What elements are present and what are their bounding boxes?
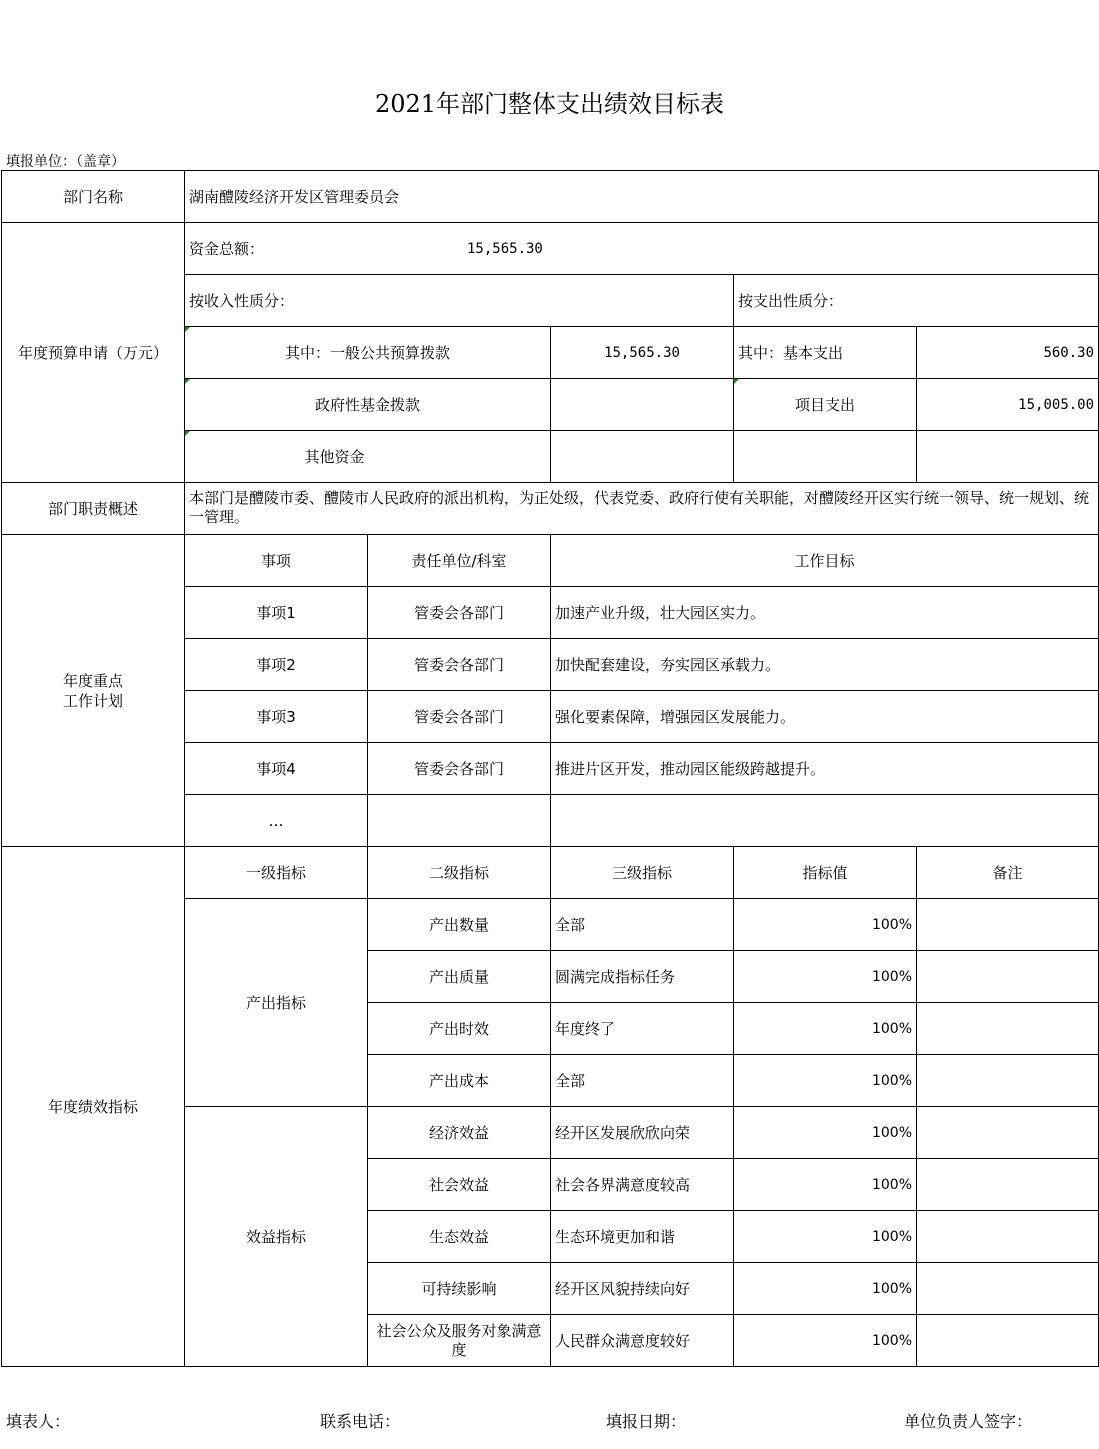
perf-value[interactable]: 100% <box>734 1211 917 1263</box>
expense-nature-label: 按支出性质分： <box>734 275 1099 327</box>
plan-label-line2: 工作计划 <box>62 691 123 710</box>
plan-header-goal: 工作目标 <box>551 535 1099 587</box>
perf-value[interactable]: 100% <box>734 1315 917 1367</box>
perf-value[interactable]: 100% <box>734 899 917 951</box>
plan-header-row <box>2 535 1099 587</box>
perf-note[interactable] <box>917 1003 1099 1055</box>
project-expense-value[interactable]: 15,005.00 <box>917 379 1099 431</box>
plan-goal[interactable]: 加快配套建设，夯实园区承载力。 <box>551 639 1099 691</box>
footer-filler-label: 填表人： <box>6 1412 71 1431</box>
perf-level3[interactable]: 经开区发展欣欣向荣 <box>551 1107 734 1159</box>
other-funds-value[interactable] <box>551 431 734 483</box>
plan-section-label <box>2 535 185 847</box>
plan-unit[interactable] <box>368 795 551 847</box>
plan-unit[interactable]: 管委会各部门 <box>368 743 551 795</box>
other-funds-label: 其他资金 <box>185 431 551 483</box>
plan-item-ellipsis: … <box>185 795 368 847</box>
perf-level2: 社会效益 <box>368 1159 551 1211</box>
perf-level3[interactable]: 人民群众满意度较好 <box>551 1315 734 1367</box>
perf-value[interactable]: 100% <box>734 1055 917 1107</box>
plan-goal[interactable] <box>551 795 1099 847</box>
perf-header-note: 备注 <box>917 847 1099 899</box>
perf-level3[interactable]: 圆满完成指标任务 <box>551 951 734 1003</box>
plan-item: 事项3 <box>185 691 368 743</box>
output-indicator-label: 产出指标 <box>185 899 368 1107</box>
perf-value[interactable]: 100% <box>734 951 917 1003</box>
perf-level2: 产出数量 <box>368 899 551 951</box>
basic-expense-label: 其中：基本支出 <box>734 327 917 379</box>
plan-goal[interactable]: 强化要素保障，增强园区发展能力。 <box>551 691 1099 743</box>
empty-cell <box>917 431 1099 483</box>
duty-row <box>2 483 1099 535</box>
perf-level2: 产出质量 <box>368 951 551 1003</box>
budget-total-label: 资金总额： <box>189 239 265 258</box>
gov-fund-value[interactable] <box>551 379 734 431</box>
plan-unit[interactable]: 管委会各部门 <box>368 691 551 743</box>
duty-text[interactable]: 本部门是醴陵市委、醴陵市人民政府的派出机构，为正处级，代表党委、政府行使有关职能，对醴陵经开区实行统一领导、统一规划、统一管理。 <box>185 483 1099 535</box>
filler-unit-label: 填报单位：（盖章） <box>6 154 125 170</box>
perf-level3[interactable]: 全部 <box>551 1055 734 1107</box>
gov-fund-label: 政府性基金拨款 <box>185 379 551 431</box>
perf-level2: 产出成本 <box>368 1055 551 1107</box>
plan-item: 事项2 <box>185 639 368 691</box>
budget-total-cell[interactable] <box>185 223 1099 275</box>
perf-header-level1: 一级指标 <box>185 847 368 899</box>
plan-label-line1: 年度重点 <box>62 671 123 690</box>
perf-header-value: 指标值 <box>734 847 917 899</box>
project-expense-label: 项目支出 <box>734 379 917 431</box>
footer-phone-label: 联系电话： <box>320 1412 401 1431</box>
plan-header-item: 事项 <box>185 535 368 587</box>
perf-level3[interactable]: 年度终了 <box>551 1003 734 1055</box>
plan-header-unit: 责任单位/科室 <box>368 535 551 587</box>
plan-item: 事项4 <box>185 743 368 795</box>
perf-note[interactable] <box>917 899 1099 951</box>
perf-value[interactable]: 100% <box>734 1107 917 1159</box>
perf-level2: 可持续影响 <box>368 1263 551 1315</box>
plan-goal[interactable]: 推进片区开发，推动园区能级跨越提升。 <box>551 743 1099 795</box>
perf-level3[interactable]: 全部 <box>551 899 734 951</box>
budget-total-row <box>2 223 1099 275</box>
dept-label: 部门名称 <box>2 171 185 223</box>
dept-value[interactable]: 湖南醴陵经济开发区管理委员会 <box>185 171 1099 223</box>
performance-target-table <box>1 170 1099 1367</box>
perf-header-level3: 三级指标 <box>551 847 734 899</box>
perf-section-label: 年度绩效指标 <box>2 847 185 1367</box>
budget-section-label: 年度预算申请（万元） <box>2 223 185 483</box>
perf-level2: 经济效益 <box>368 1107 551 1159</box>
plan-unit[interactable]: 管委会各部门 <box>368 639 551 691</box>
perf-level2: 生态效益 <box>368 1211 551 1263</box>
income-nature-label: 按收入性质分： <box>185 275 734 327</box>
general-public-label: 其中：一般公共预算拨款 <box>185 327 551 379</box>
perf-level2: 社会公众及服务对象满意度 <box>368 1315 551 1367</box>
plan-goal[interactable]: 加速产业升级，壮大园区实力。 <box>551 587 1099 639</box>
budget-total-value: 15,565.30 <box>467 241 543 257</box>
basic-expense-value[interactable]: 560.30 <box>917 327 1099 379</box>
perf-value[interactable]: 100% <box>734 1263 917 1315</box>
footer-signature-label: 单位负责人签字： <box>904 1412 1033 1431</box>
perf-note[interactable] <box>917 1055 1099 1107</box>
footer-date-label: 填报日期： <box>606 1412 687 1431</box>
general-public-value[interactable]: 15,565.30 <box>551 327 734 379</box>
perf-header-level2: 二级指标 <box>368 847 551 899</box>
perf-value[interactable]: 100% <box>734 1003 917 1055</box>
perf-note[interactable] <box>917 1159 1099 1211</box>
empty-cell <box>734 431 917 483</box>
plan-unit[interactable]: 管委会各部门 <box>368 587 551 639</box>
perf-note[interactable] <box>917 1315 1099 1367</box>
perf-note[interactable] <box>917 1263 1099 1315</box>
perf-note[interactable] <box>917 1107 1099 1159</box>
duty-label: 部门职责概述 <box>2 483 185 535</box>
benefit-indicator-label: 效益指标 <box>185 1107 368 1367</box>
plan-item: 事项1 <box>185 587 368 639</box>
perf-level2: 产出时效 <box>368 1003 551 1055</box>
perf-level3[interactable]: 生态环境更加和谐 <box>551 1211 734 1263</box>
page-title: 2021年部门整体支出绩效目标表 <box>374 90 725 118</box>
perf-note[interactable] <box>917 951 1099 1003</box>
perf-level3[interactable]: 社会各界满意度较高 <box>551 1159 734 1211</box>
perf-header-row <box>2 847 1099 899</box>
perf-value[interactable]: 100% <box>734 1159 917 1211</box>
dept-row <box>2 171 1099 223</box>
perf-level3[interactable]: 经开区风貌持续向好 <box>551 1263 734 1315</box>
perf-note[interactable] <box>917 1211 1099 1263</box>
